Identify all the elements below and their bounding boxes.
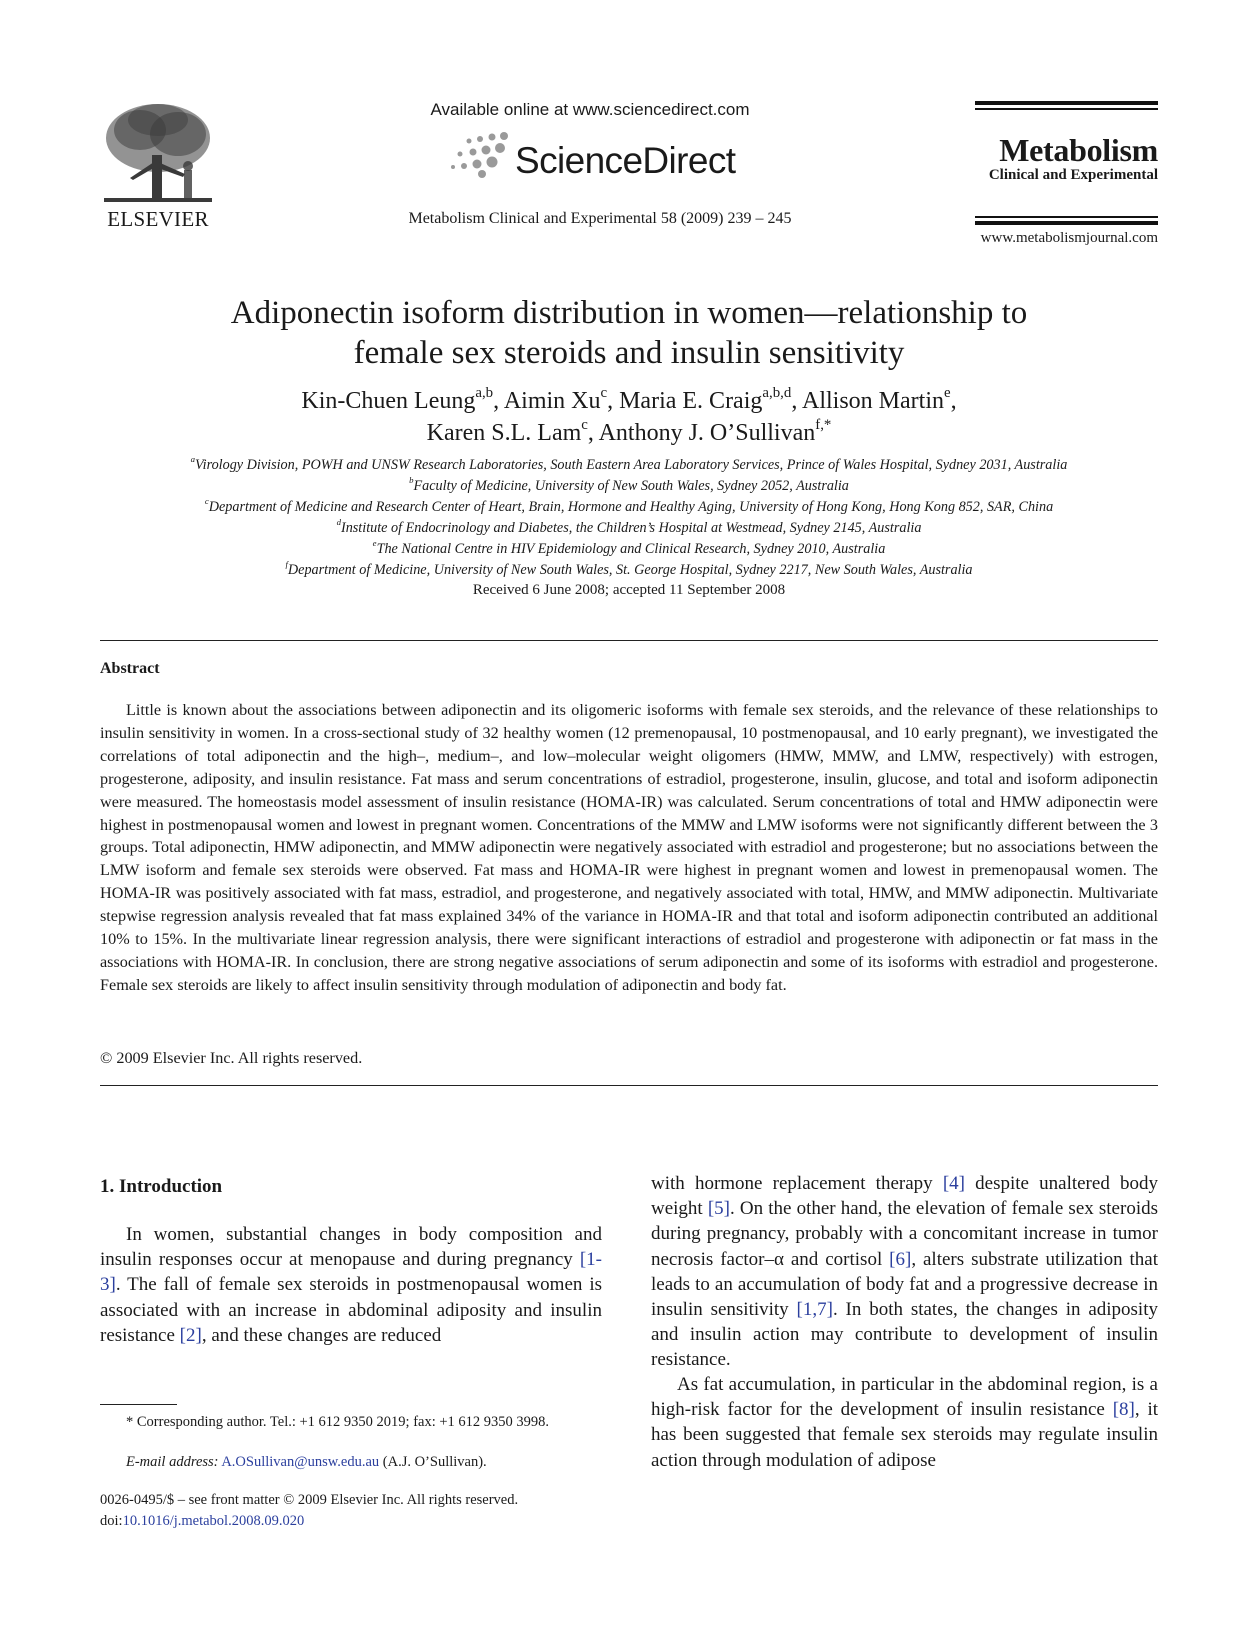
affiliation: $^f$Department of Medicine, University of New South Wales, St. George Hospital, Sydney 2217, New South Wales, Australia xyxy=(285,558,973,578)
abstract-copyright: © 2009 Elsevier Inc. All rights reserved. xyxy=(100,1049,363,1067)
journal-title: Metabolism xyxy=(999,132,1158,168)
sciencedirect-logo: ScienceDirect xyxy=(515,140,736,181)
article-title xyxy=(100,293,1158,373)
author-list xyxy=(100,385,1158,449)
masthead-rule xyxy=(975,216,1158,218)
journal-citation: Metabolism Clinical and Experimental 58 (2009) 239 – 245 xyxy=(408,210,792,227)
abstract-top-rule xyxy=(100,640,1158,641)
available-online-text: Available online at www.sciencedirect.com xyxy=(430,100,750,119)
author-line xyxy=(100,385,1158,417)
title-line: female sex steroids and insulin sensitivity xyxy=(353,335,905,371)
title-line: Adiponectin isoform distribution in women—relationship to xyxy=(230,295,1028,331)
doi-link[interactable]: 10.1016/j.metabol.2008.09.020 xyxy=(122,1513,305,1529)
affiliation: $^b$Faculty of Medicine, University of New South Wales, Sydney 2052, Australia xyxy=(409,474,849,494)
author: Kin-Chuen Leung$^{a,b}$, xyxy=(301,384,504,414)
citation-link[interactable]: [2] xyxy=(179,1324,202,1346)
journal-url[interactable]: www.metabolismjournal.com xyxy=(980,230,1158,246)
citation-link[interactable]: [1,7] xyxy=(796,1299,833,1321)
author: Anthony J. O’Sullivan$^{f,*}$ xyxy=(598,416,832,446)
sciencedirect-dots-icon xyxy=(448,130,520,178)
citation-link[interactable]: [8] xyxy=(1112,1399,1135,1421)
abstract-bottom-rule xyxy=(100,1085,1158,1086)
abstract-heading: Abstract xyxy=(100,660,160,677)
author: Aimin Xu$^c$, xyxy=(503,384,620,414)
email-link[interactable]: A.OSullivan@unsw.edu.au xyxy=(221,1454,380,1470)
citation-link[interactable]: [4] xyxy=(942,1173,965,1194)
email-line: E-mail address: A.OSullivan@unsw.edu.au (A.J. O’Sullivan). xyxy=(126,1454,487,1470)
issn-line: 0026-0495/$ – see front matter © 2009 Elsevier Inc. All rights reserved. xyxy=(100,1492,519,1508)
author: Allison Martin$^e$, xyxy=(802,384,957,414)
author: Maria E. Craig$^{a,b,d}$, xyxy=(619,384,802,414)
intro-paragraph-1: In women, substantial changes in body composition and insulin responses occur at menopause and during pregnancy [1-3]. The fall of female sex steroids in postmenopausal women is associated with an increase in abdominal adiposity and insulin resistance [2], and these changes are reduced xyxy=(100,1224,602,1346)
masthead-rule xyxy=(975,101,1158,105)
intro-paragraph-2: As fat accumulation, in particular in the abdominal region, is a high-risk factor for the development of insulin resistance [8], it has been suggested that female sex steroids may regulate insulin action through modulation of adipose xyxy=(651,1374,1159,1471)
citation-link[interactable]: [5] xyxy=(707,1198,730,1220)
journal-subtitle: Clinical and Experimental xyxy=(988,167,1158,183)
abstract-body: Little is known about the associations between adiponectin and its oligomeric isoforms with female sex steroids, and the relevance of these relationships to insulin sensitivity in women. In a cross-sectional study of 32 healthy women (12 premenopausal, 10 postmenopausal, and 10 early pregnant), we investigated the correlations of total adiponectin and the high–, medium–, and low–molecular weight oligomers (HMW, MMW, and LMW, respectively) with estrogen, progesterone, adiposity, and insulin resistance. Fat mass and serum concentrations of estradiol, progesterone, insulin, glucose, and total and isoform adiponectin were measured. The homeostasis model assessment of insulin resistance (HOMA-IR) was calculated. Serum concentrations of total and HMW adiponectin were highest in postmenopausal women and lowest in pregnant women. Concentrations of the MMW and LMW isoforms were not significantly different between the 3 groups. Total adiponectin, HMW adiponectin, and MMW adiponectin were negatively associated with estradiol and progesterone; but no associations between the LMW isoform and female sex steroids were observed. Fat mass and HOMA-IR were highest in pregnant women and lowest in premenopausal women. The HOMA-IR was positively associated with fat mass, estradiol, and progesterone, and negatively associated with total, HMW, and MMW adiponectin. Multivariate stepwise regression analysis revealed that fat mass explained 34% of the variance in HOMA-IR and that total and isoform adiponectin contributed an additional 10% to 15%. In the multivariate linear regression analysis, there were significant interactions of estradiol and progesterone with adiponectin or fat mass in the associations with HOMA-IR. In conclusion, there are strong negative associations of serum adiponectin and some of its isoforms with estradiol and progesterone. Female sex steroids are likely to affect insulin sensitivity through modulation of adiponectin and body fat. xyxy=(100,701,1158,994)
citation-link[interactable]: [6] xyxy=(889,1248,912,1270)
affiliation: $^e$The National Centre in HIV Epidemiology and Clinical Research, Sydney 2010, Australia xyxy=(372,537,886,557)
doi-line: doi:10.1016/j.metabol.2008.09.020 xyxy=(100,1513,305,1529)
affiliations xyxy=(100,455,1158,581)
front-matter xyxy=(100,1490,518,1532)
intro-paragraph-1-continued: with hormone replacement therapy [4] despite unaltered body weight [5]. On the other hand, the elevation of female sex steroids during pregnancy, probably with a concomitant increase in tumor necrosis factor–α and cortisol [6], alters substrate utilization that leads to an accumulation of body fat and a progressive decrease in insulin sensitivity [1,7]. In both states, the changes in adiposity and insulin action may contribute to development of insulin resistance. xyxy=(651,1173,1158,1371)
affiliation: $^d$Institute of Endocrinology and Diabetes, the Children’s Hospital at Westmead, Sydney 2145, Australia xyxy=(336,516,922,536)
corresponding-author-note: * Corresponding author. Tel.: +1 612 9350 2019; fax: +1 612 9350 3998. xyxy=(126,1414,550,1430)
section-heading-introduction: 1. Introduction xyxy=(100,1176,223,1197)
author: Karen S.L. Lam$^c$, xyxy=(426,416,599,446)
author-line xyxy=(100,417,1158,449)
masthead-rule xyxy=(975,221,1158,225)
citation-link[interactable]: [1-3] xyxy=(100,1249,602,1296)
affiliation: $^a$Virology Division, POWH and UNSW Research Laboratories, South Eastern Area Laboratory Services, Prince of Wales Hospital, Sydney 2031, Australia xyxy=(190,453,1068,473)
received-dates: Received 6 June 2008; accepted 11 September 2008 xyxy=(472,582,786,598)
publisher-name: ELSEVIER xyxy=(107,207,209,231)
masthead-rule xyxy=(975,108,1158,110)
affiliation: $^c$Department of Medicine and Research Center of Heart, Brain, Hormone and Healthy Aging, University of Hong Kong, Hong Kong 852, SAR, China xyxy=(204,495,1054,515)
footnote-rule xyxy=(100,1404,177,1405)
